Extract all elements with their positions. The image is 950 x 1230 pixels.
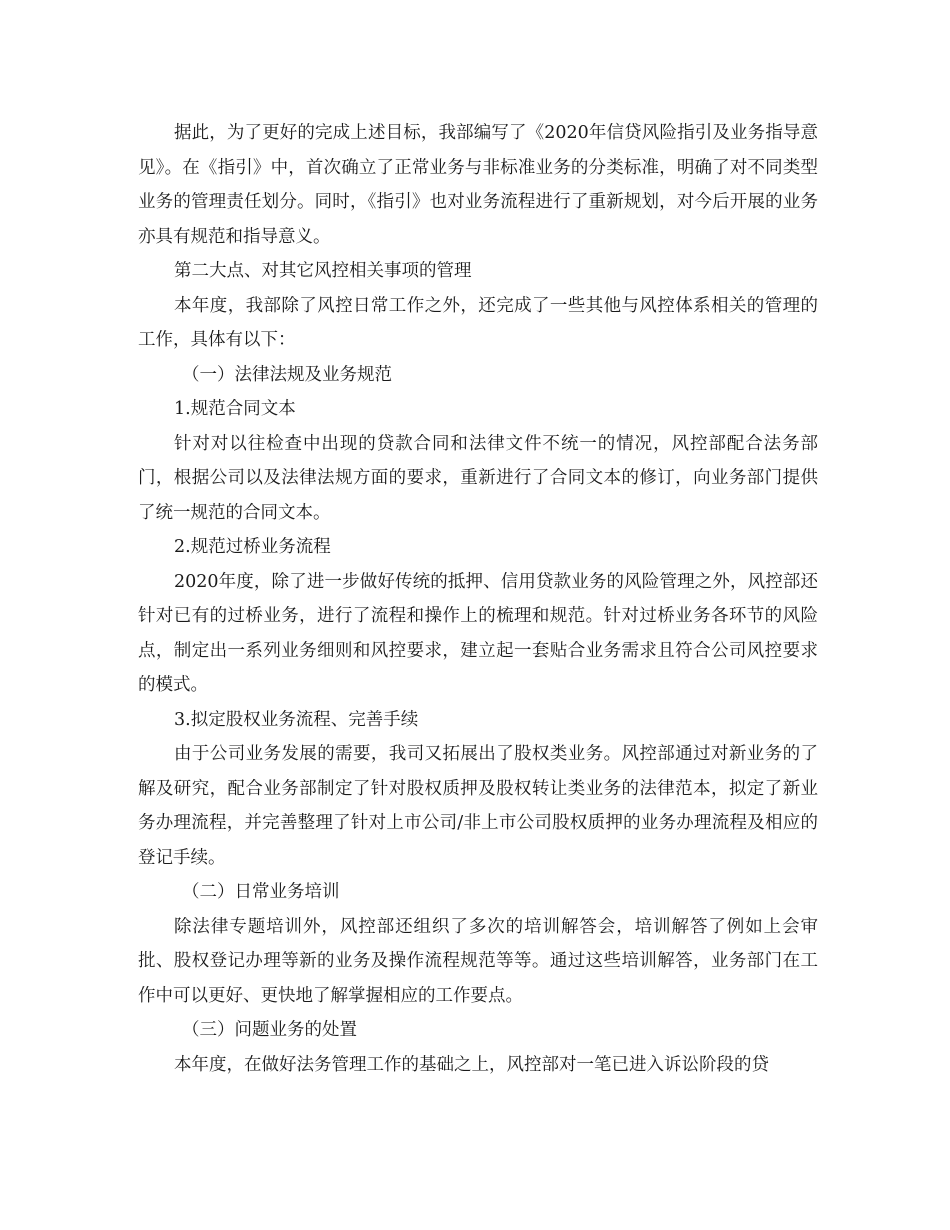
paragraph-daily-training: 除法律专题培训外，风控部还组织了多次的培训解答会，培训解答了例如上会审批、股权登记办理等新的业务及操作流程规范等等。通过这些培训解答，业务部门在工作中可以更好、更快地了解掌握相应的工作要点。 [138, 916, 818, 1006]
item-heading-bridge-business: 2.规范过桥业务流程 [174, 537, 331, 557]
paragraph-guideline-intro: 据此，为了更好的完成上述目标，我部编写了《2020年信贷风险指引及业务指导意见》。在《指引》中，首次确立了正常业务与非标准业务的分类标准，明确了对不同类型业务的管理责任划分。同时，《指引》也对业务流程进行了重新规划，对今后开展的业务亦具有规范和指导意义。 [138, 123, 818, 247]
paragraph-annual-work-summary: 本年度，我部除了风控日常工作之外，还完成了一些其他与风控体系相关的管理的工作，具体有以下： [138, 295, 818, 350]
paragraph-bridge-business: 2020年度，除了进一步做好传统的抵押、信用贷款业务的风险管理之外，风控部还针对已有的过桥业务，进行了流程和操作上的梳理和规范。针对过桥业务各环节的风险点，制定出一系列业务细则和风控要求，建立起一套贴合业务需求且符合公司风控要求的模式。 [138, 571, 818, 695]
subheading-laws-and-regulations: （一）法律法规及业务规范 [182, 364, 392, 385]
subheading-problem-business: （三）问题业务的处置 [182, 1020, 357, 1040]
item-heading-equity-business: 3.拟定股权业务流程、完善手续 [174, 709, 419, 730]
paragraph-equity-business: 由于公司业务发展的需要，我司又拓展出了股权类业务。风控部通过对新业务的了解及研究，配合业务部制定了针对股权质押及股权转让类业务的法律范本，拟定了新业务办理流程，并完善整理了针对上市公司/非上市公司股权质押的业务办理流程及相应的登记手续。 [138, 744, 818, 868]
paragraph-contract-templates: 针对对以往检查中出现的贷款合同和法律文件不统一的情况，风控部配合法务部门，根据公司以及法律法规方面的要求，重新进行了合同文本的修订，向业务部门提供了统一规范的合同文本。 [138, 433, 818, 523]
document-body [138, 116, 818, 1082]
item-heading-contract-templates: 1.规范合同文本 [174, 399, 296, 419]
paragraph-problem-business: 本年度，在做好法务管理工作的基础之上，风控部对一笔已进入诉讼阶段的贷 [174, 1054, 769, 1075]
subheading-daily-training: （二）日常业务培训 [182, 882, 340, 902]
section-heading-other-risk-matters: 第二大点、对其它风控相关事项的管理 [174, 261, 472, 281]
